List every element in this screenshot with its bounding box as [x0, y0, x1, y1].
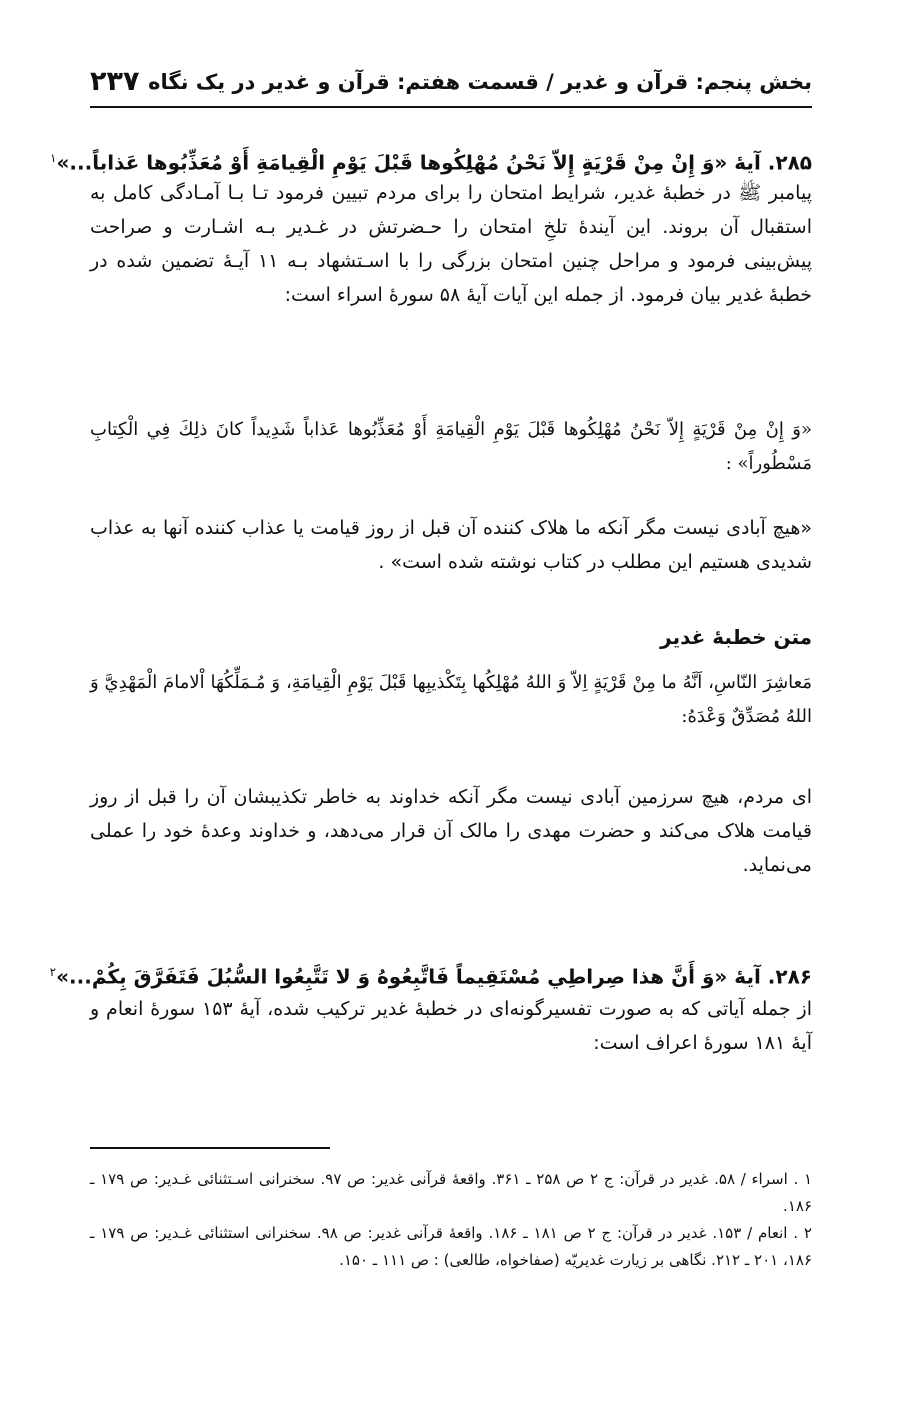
section-286-heading-row [49, 955, 812, 994]
footnote-2: ۲ . انعام / ۱۵۳. غدیر در قرآن: ج ۲ ص ۱۸۱ ـ ۱۸۶. واقعهٔ قرآنی غدیر: ص ۹۸. سخنرانی استثنائی غـدیر: ص ۱۷۹ ـ ۱۸۶، ۲۰۱ ـ ۲۱۲. نگاهی بر زیارت غدیریّه (صفاخواه، طالعی) : ص ۱۱۱ ـ ۱۵۰. [90, 1224, 812, 1269]
khutbah-translation: ای مردم، هیچ سرزمین آبادی نیست مگر آنکه خداوند به خاطر تکذیبشان آن را قبل از روز قیامت هلاک می‌کند و حضرت مهدی را مالک آن قرار می‌دهد، و خداوند وعدهٔ خود را عملی می‌نماید. [90, 786, 812, 876]
section-285-title: ۲۸۵. آیهٔ «وَ إِنْ مِنْ قَرْيَةٍ إِلاّ نَحْنُ مُهْلِكُوها قَبْلَ يَوْمِ الْقِيامَةِ أَوْ مُعَذِّبُوها عَذاباً...» [56, 150, 812, 175]
footnotes [90, 1166, 812, 1274]
section-285-heading-row [50, 141, 812, 180]
khutbah-arabic-text: مَعاشِرَ النّاسِ، اَنَّهُ ما مِنْ قَرْيَةٍ اِلاّ وَ اللهُ مُهْلِكُها بِتَكْذيبِها قَبْلَ يَوْمِ الْقِيامَةِ، وَ مُـمَلِّكُهَا اْلامامَ الْمَهْدِيَّ وَ اللهُ مُصَدِّقٌ وَعْدَهُ: [90, 672, 812, 727]
section-286-intro: از جمله آیاتی که به صورت تفسیرگونه‌ای در خطبهٔ غدیر ترکیب شده، آیهٔ ۱۵۳ سورهٔ انعام و آیهٔ ۱۸۱ سورهٔ اعراف است: [90, 998, 812, 1054]
section-285-heading [50, 141, 812, 180]
page-number: ۲۳۷ [90, 66, 140, 97]
footnote-ref-2[interactable]: ۲ [49, 965, 57, 979]
khutbah-heading: متن خطبهٔ غدیر [660, 625, 812, 649]
running-title: بخش پنجم: قرآن و غدیر / قسمت هفتم: قرآن و غدیر در یک نگاه [148, 70, 812, 94]
section-285-translation: «هیچ آبادی نیست مگر آنکه ما هلاک کننده آن قبل از روز قیامت یا عذاب کننده آنها به عذاب شدیدی هستیم این مطلب در کتاب نوشته شده است» . [90, 517, 812, 573]
section-286-title: ۲۸۶. آیهٔ «وَ أَنَّ هذا صِراطِي مُسْتَقِيماً فَاتَّبِعُوهُ وَ لا تَتَّبِعُوا السُّبُلَ فَتَفَرَّقَ بِكُمْ...» [56, 964, 812, 989]
footnote-separator [90, 1147, 330, 1149]
footnote-1: ۱ . اسراء / ۵۸. غدیر در قرآن: ج ۲ ص ۲۵۸ ـ ۳۶۱. واقعهٔ قرآنی غدیر: ص ۹۷. سخنرانی اسـتثنائی غـدیر: ص ۱۷۹ ـ ۱۸۶. [90, 1170, 812, 1215]
section-285-arabic-verse: «وَ إِنْ مِنْ قَرْيَةٍ إِلاّ نَحْنُ مُهْلِكُوها قَبْلَ يَوْمِ الْقِيامَةِ أَوْ مُعَذِّبُوها عَذاباً شَدِيداً كانَ ذلِكَ فِي الْكِتابِ مَسْطُوراً» : [90, 419, 812, 474]
running-header [90, 66, 812, 108]
section-285-intro: پیامبر ﷺ در خطبهٔ غدیر، شرایط امتحان را برای مردم تبیین فرمود تـا بـا آمـادگی کامل به استقبال آن بروند. این آیندهٔ تلخِ امتحان را حـضرتش در غـدیر بـه اشـارت و صراحت پیش‌بینی فرمود و مراحل چنین امتحان بزرگی را با اسـتشهاد بـه ۱۱ آیـهٔ تضمین شده در خطبهٔ غدیر بیان فرمود. از جمله این آیات آیهٔ ۵۸ سورهٔ اسراء است: [90, 182, 812, 306]
section-286-heading [49, 955, 812, 994]
footnote-ref-1[interactable]: ۱ [50, 151, 57, 165]
